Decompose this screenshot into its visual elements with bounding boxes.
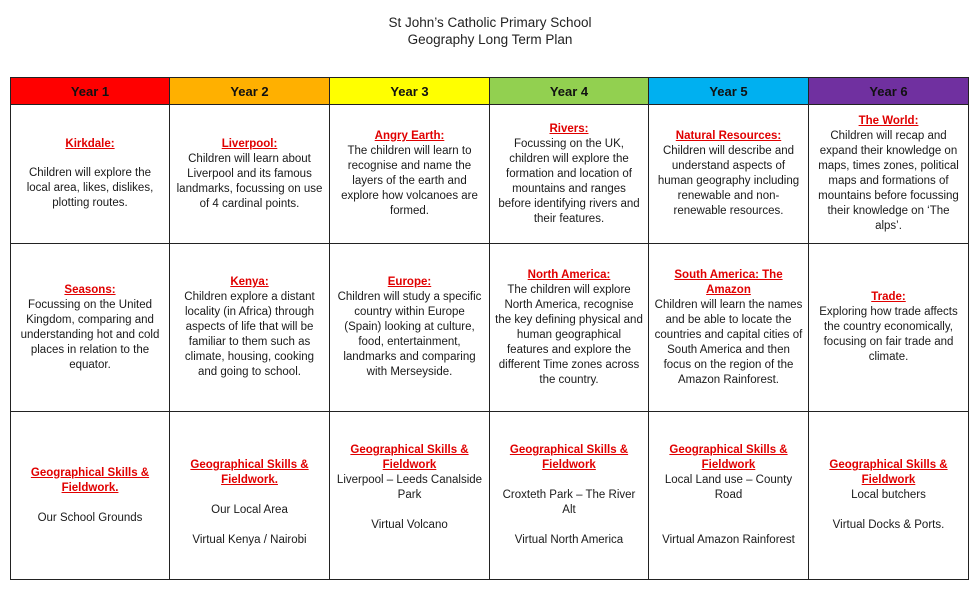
topic-heading: Angry Earth: xyxy=(374,130,445,142)
fieldwork-location: Our Local Area xyxy=(211,504,288,516)
year-header-5: Year 5 xyxy=(649,78,809,105)
cell-y3-topic2 xyxy=(330,244,490,412)
fieldwork-heading: Geographical Skills & Fieldwork. xyxy=(30,466,150,494)
topic-heading: Liverpool: xyxy=(221,137,278,150)
year-header-1: Year 1 xyxy=(11,78,170,105)
long-term-plan-table xyxy=(10,77,969,580)
topic-heading: Europe: xyxy=(387,276,432,288)
year-header-2: Year 2 xyxy=(170,78,330,105)
year-header-4: Year 4 xyxy=(490,78,649,105)
year-header-6: Year 6 xyxy=(809,78,969,105)
cell-y5-topic2 xyxy=(649,244,809,412)
topic-description: Children will learn about Liverpool and its famous landmarks, focussing on use of 4 cardinal points. xyxy=(176,152,323,210)
cell-y6-topic2 xyxy=(809,244,969,412)
topic-description: Children will describe and understand aspects of human geography including renewable and non-renewable resources. xyxy=(657,145,800,217)
fieldwork-heading: Geographical Skills & Fieldwork xyxy=(829,459,948,486)
topic-description: The children will explore North America, recognise the key defining physical and human geographical features and explore the different Time zones across the country. xyxy=(495,283,643,386)
topic-heading: South America: The Amazon xyxy=(674,268,783,296)
cell-y2-topic2 xyxy=(170,244,330,412)
fieldwork-heading: Geographical Skills & Fieldwork xyxy=(350,444,469,471)
topic-description: Children will learn the names and be able to locate the countries and capital cities of South America and then focus on the region of the Amazon Rainforest. xyxy=(654,298,803,386)
topic-heading: The World: xyxy=(858,115,919,127)
fieldwork-location: Croxteth Park – The River Alt xyxy=(502,489,636,516)
cell-y5-topic1 xyxy=(649,105,809,244)
topic-heading: North America: xyxy=(527,268,611,281)
fieldwork-virtual: Virtual Docks & Ports. xyxy=(832,519,945,531)
topic-description: Focussing on the UK, children will explore the formation and location of mountains and ranges before identifying rivers and their features. xyxy=(498,137,640,225)
cell-y5-fieldwork xyxy=(649,412,809,580)
cell-y1-fieldwork xyxy=(11,412,170,580)
fieldwork-location: Local Land use – County Road xyxy=(664,474,793,501)
topic-description: Children will explore the local area, likes, dislikes, plotting routes. xyxy=(26,167,154,209)
topic-description: Children will recap and expand their knowledge on maps, times zones, political maps and formations of mountains before focussing their knowledge on ‘The alps’. xyxy=(818,130,959,232)
page-title: Geography Long Term Plan xyxy=(407,32,573,47)
topic-heading: Kirkdale: xyxy=(65,138,115,150)
term-row-1 xyxy=(11,105,969,244)
topic-heading: Rivers: xyxy=(549,122,589,135)
fieldwork-heading: Geographical Skills & Fieldwork xyxy=(669,444,788,471)
cell-y2-fieldwork xyxy=(170,412,330,580)
topic-description: Exploring how trade affects the country economically, focusing on fair trade and climate. xyxy=(819,306,958,363)
fieldwork-virtual: Virtual Kenya / Nairobi xyxy=(192,534,307,546)
topic-heading: Trade: xyxy=(871,291,906,303)
fieldwork-virtual: Virtual North America xyxy=(514,534,624,546)
cell-y2-topic1 xyxy=(170,105,330,244)
cell-y6-topic1 xyxy=(809,105,969,244)
topic-description: The children will learn to recognise and name the layers of the earth and explore how volcanoes are formed. xyxy=(341,145,478,217)
cell-y4-topic1 xyxy=(490,105,649,244)
topic-heading: Seasons: xyxy=(64,283,116,296)
topic-heading: Kenya: xyxy=(230,276,269,288)
fieldwork-location: Liverpool – Leeds Canalside Park xyxy=(336,474,483,501)
topic-description: Children explore a distant locality (in Africa) through aspects of life that will be familiar to them such as climate, housing, cooking and going to school. xyxy=(184,291,315,378)
topic-description: Children will study a specific country within Europe (Spain) looking at culture, food, entertainment, landmarks and comparing with Merseyside. xyxy=(337,291,482,378)
cell-y6-fieldwork xyxy=(809,412,969,580)
fieldwork-virtual: Virtual Volcano xyxy=(371,519,448,531)
topic-description: Focussing on the United Kingdom, comparing and understanding hot and cold places in relation to the equator. xyxy=(20,298,160,371)
year-header-3: Year 3 xyxy=(330,78,490,105)
cell-y3-topic1 xyxy=(330,105,490,244)
fieldwork-heading: Geographical Skills & Fieldwork. xyxy=(190,459,309,486)
year-header-row xyxy=(11,78,969,105)
cell-y1-topic2 xyxy=(11,244,170,412)
fieldwork-virtual: Virtual Amazon Rainforest xyxy=(662,534,795,546)
term-row-2 xyxy=(11,244,969,412)
page-header xyxy=(0,14,980,48)
topic-heading: Natural Resources: xyxy=(675,130,782,142)
fieldwork-location: Local butchers xyxy=(851,489,926,501)
fieldwork-location: Our School Grounds xyxy=(37,511,143,524)
fieldwork-heading: Geographical Skills & Fieldwork xyxy=(509,444,629,471)
fieldwork-row xyxy=(11,412,969,580)
cell-y4-topic2 xyxy=(490,244,649,412)
school-name: St John’s Catholic Primary School xyxy=(388,15,592,30)
cell-y3-fieldwork xyxy=(330,412,490,580)
cell-y1-topic1 xyxy=(11,105,170,244)
cell-y4-fieldwork xyxy=(490,412,649,580)
